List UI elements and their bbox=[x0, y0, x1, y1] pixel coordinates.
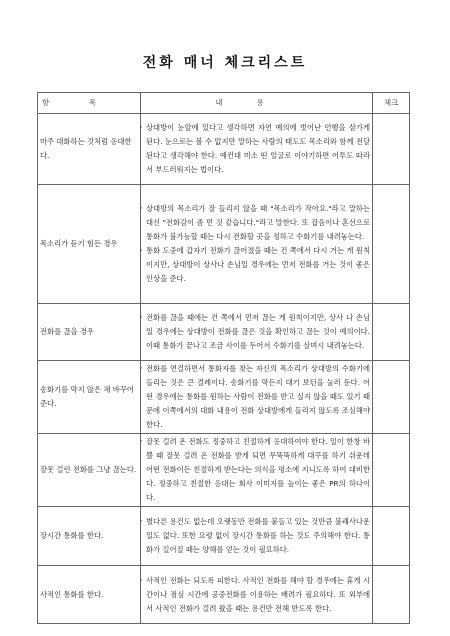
content-paragraph: , 전화를 끊을 때에는 건 쪽에서 먼저 끊는 게 원칙이지만, 상사 나 손님일 경우에는 상대방이 전화를 끊은 것을 확인하고 끊는 것이 예의이다. 이때 통화가 끝나고 조금 사이를 두어서 수화기를 살며시 내려놓는다. bbox=[143, 311, 370, 353]
row-content bbox=[141, 114, 373, 185]
row-topic: 마주 대화하는 것처럼 응대한다. bbox=[38, 114, 141, 185]
row-topic: 잘못 걸린 전화를 그냥 끊는다. bbox=[38, 434, 141, 507]
table-row bbox=[38, 361, 410, 434]
row-content bbox=[141, 185, 373, 304]
table-row bbox=[38, 507, 410, 566]
check-cell[interactable] bbox=[373, 114, 410, 185]
row-content bbox=[141, 361, 373, 434]
row-content bbox=[141, 507, 373, 566]
row-topic: 목소리가 듣기 힘든 경우 bbox=[38, 185, 141, 304]
checklist-table bbox=[37, 92, 410, 624]
header-topic: 항목 bbox=[38, 93, 141, 114]
header-content: 내용 bbox=[141, 93, 373, 114]
check-cell[interactable] bbox=[373, 434, 410, 507]
row-topic: 사적인 통화를 한다. bbox=[38, 566, 141, 624]
row-content bbox=[141, 304, 373, 361]
header-check: 체크 bbox=[373, 93, 410, 114]
content-paragraph: , 상대방의 목소리가 잘 들리지 않을 때 "목소리가 작아요."라고 말하는 대신 "전화감이 좀 먼 것 같습니다."라고 말한다. 또 잡음이나 혼선으로 통화가 불가능할 때는 다시 전화할 곳을 정하고 수화기를 내려놓는다. bbox=[143, 202, 370, 244]
check-cell[interactable] bbox=[373, 507, 410, 566]
table-row bbox=[38, 566, 410, 624]
content-paragraph: , 잘못 걸려 온 전화도 정중하고 친절하게 응대하여야 한다. 일이 한창 바쁠 때 잘못 걸려 온 전화를 받게 되면 무뚝뚝하게 대꾸를 하기 쉬운데 어떤 전화이든 친절하게 받는다는 의식을 평소에 지니도록 하여 대비한다. 정중하고 친절한 응대는 회사 이미지를 높이는 좋은 PR의 하나이다. bbox=[143, 435, 370, 505]
row-topic: 전화를 끊을 경우 bbox=[38, 304, 141, 361]
check-cell[interactable] bbox=[373, 566, 410, 624]
check-cell[interactable] bbox=[373, 304, 410, 361]
content-paragraph: , 별다른 용건도 없는데 오랫동안 전화를 붙들고 있는 것만큼 불쾌사나운 일도 없다. 또한 요령 없이 장시간 통화를 하는 것도 주의해야 한다. 통화가 길어질 때는 양해를 얻는 것이 필요하다. bbox=[143, 515, 370, 557]
check-cell[interactable] bbox=[373, 361, 410, 434]
header-row bbox=[38, 93, 410, 114]
table-row bbox=[38, 185, 410, 304]
content-paragraph: , 상대방이 눈앞에 있다고 생각하면 자연 예의에 벗어난 언행을 삼가게 된다. 눈으로는 볼 수 없지만 말하는 사람의 태도도 목소리와 함께 전달된다고 생각해야 한다. 예컨대 미소 띤 얼굴로 이야기하면 어투도 따라서 부드러워지는 법이다. bbox=[143, 121, 370, 177]
content-paragraph: , 사적인 전화는 되도록 피한다. 사적인 전화를 해야 할 경우에는 휴게 시간이나 점심 시간에 공중전화를 이용하는 배려가 필요하다. 또 외부에서 사적인 전화가 걸려 왔을 때는 용건만 전해 받도록 한다. bbox=[143, 574, 370, 616]
check-cell[interactable] bbox=[373, 185, 410, 304]
content-paragraph: , 통화 도중에 갑자기 전화가 끊어졌을 때는 건 쪽에서 다시 거는 게 원칙이지만, 상대방이 상사나 손님일 경우에는 먼저 전화를 거는 것이 좋은 인상을 준다. bbox=[143, 244, 370, 286]
table-row bbox=[38, 434, 410, 507]
table-row bbox=[38, 114, 410, 185]
table-row bbox=[38, 304, 410, 361]
row-content bbox=[141, 566, 373, 624]
row-topic: 송화기를 막지 않은 채 바꾸어 준다. bbox=[38, 361, 141, 434]
row-content bbox=[141, 434, 373, 507]
row-topic: 장시간 통화를 한다. bbox=[38, 507, 141, 566]
page-title: 전화 매너 체크리스트 bbox=[142, 55, 308, 71]
content-paragraph: , 전화를 연결하면서 통화자를 찾는 자신의 목소리가 상대방의 수화기에 들리는 것은 큰 결례이다. 송화기를 막든지 대기 보턴을 눌러 둔다. 어떤 경우에는 통화를 원하는 사람이 전화를 받고 싶지 않을 때도 있기 때문에 이쪽에서의 대화 내용이 전화 상대방에게 들리지 않도록 조심해야 한다. bbox=[143, 362, 370, 432]
